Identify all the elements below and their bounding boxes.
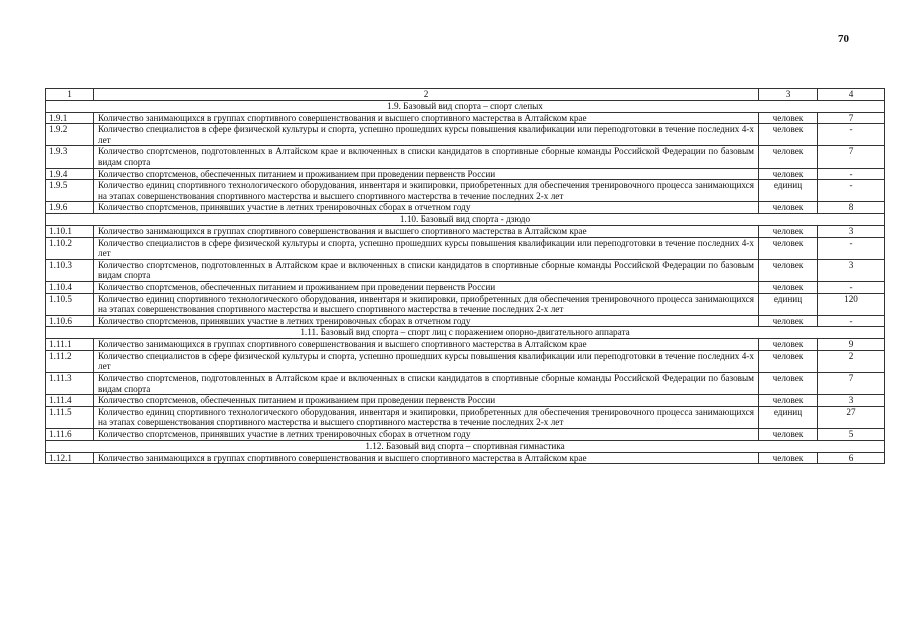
table-row	[46, 281, 885, 293]
indicator-description-cell: Количество единиц спортивного технологического оборудования, инвентаря и экипировки, приобретенных для обеспечения тренировочного процесса занимающихся на этапах совершенствования спортивного мастерства и высшего спортивного мастерства в течение последних 2-х лет	[94, 293, 759, 315]
unit-cell: единиц	[759, 406, 818, 428]
table-row	[46, 315, 885, 327]
indicator-description-cell: Количество специалистов в сфере физической культуры и спорта, успешно прошедших курсы повышения квалификации или переподготовки в течение последних 4-х лет	[94, 124, 759, 146]
unit-cell: единиц	[759, 293, 818, 315]
table-row	[46, 350, 885, 372]
unit-cell: человек	[759, 259, 818, 281]
value-cell: -	[818, 237, 885, 259]
table-row	[46, 339, 885, 351]
column-number-cell: 4	[818, 89, 885, 101]
value-cell: 7	[818, 146, 885, 168]
section-title: 1.10. Базовый вид спорта - дзюдо	[46, 213, 885, 225]
row-number-cell: 1.12.1	[46, 452, 94, 464]
indicator-description-cell: Количество специалистов в сфере физической культуры и спорта, успешно прошедших курсы повышения квалификации или переподготовки в течение последних 4-х лет	[94, 350, 759, 372]
unit-cell: человек	[759, 146, 818, 168]
row-number-cell: 1.9.5	[46, 180, 94, 202]
value-cell: 8	[818, 202, 885, 214]
row-number-cell: 1.11.3	[46, 373, 94, 395]
section-title: 1.9. Базовый вид спорта – спорт слепых	[46, 100, 885, 112]
indicator-description-cell: Количество занимающихся в группах спортивного совершенствования и высшего спортивного мастерства в Алтайском крае	[94, 339, 759, 351]
section-header-row	[46, 213, 885, 225]
unit-cell: человек	[759, 350, 818, 372]
table-row	[46, 293, 885, 315]
table-row	[46, 395, 885, 407]
table-row	[46, 180, 885, 202]
column-number-row	[46, 89, 885, 101]
unit-cell: человек	[759, 315, 818, 327]
table-row	[46, 259, 885, 281]
indicators-table	[45, 88, 885, 464]
page-number: 70	[838, 33, 849, 45]
section-title: 1.12. Базовый вид спорта – спортивная гимнастика	[46, 440, 885, 452]
indicator-description-cell: Количество спортсменов, принявших участие в летних тренировочных сборах в отчетном году	[94, 429, 759, 441]
value-cell: 120	[818, 293, 885, 315]
table-row	[46, 168, 885, 180]
row-number-cell: 1.10.4	[46, 281, 94, 293]
indicator-description-cell: Количество спортсменов, принявших участие в летних тренировочных сборах в отчетном году	[94, 202, 759, 214]
value-cell: 3	[818, 225, 885, 237]
unit-cell: единиц	[759, 180, 818, 202]
value-cell: 27	[818, 406, 885, 428]
row-number-cell: 1.11.4	[46, 395, 94, 407]
row-number-cell: 1.11.5	[46, 406, 94, 428]
row-number-cell: 1.11.2	[46, 350, 94, 372]
table-row	[46, 406, 885, 428]
row-number-cell: 1.10.6	[46, 315, 94, 327]
row-number-cell: 1.10.2	[46, 237, 94, 259]
row-number-cell: 1.9.2	[46, 124, 94, 146]
unit-cell: человек	[759, 124, 818, 146]
table-row	[46, 124, 885, 146]
unit-cell: человек	[759, 202, 818, 214]
column-number-cell: 1	[46, 89, 94, 101]
indicator-description-cell: Количество специалистов в сфере физической культуры и спорта, успешно прошедших курсы повышения квалификации или переподготовки в течение последних 4-х лет	[94, 237, 759, 259]
row-number-cell: 1.10.1	[46, 225, 94, 237]
indicator-description-cell: Количество спортсменов, подготовленных в Алтайском крае и включенных в списки кандидатов в спортивные сборные команды Российской Федерации по базовым видам спорта	[94, 146, 759, 168]
value-cell: 9	[818, 339, 885, 351]
unit-cell: человек	[759, 395, 818, 407]
value-cell: 6	[818, 452, 885, 464]
row-number-cell: 1.10.5	[46, 293, 94, 315]
row-number-cell: 1.11.1	[46, 339, 94, 351]
unit-cell: человек	[759, 225, 818, 237]
table-row	[46, 146, 885, 168]
section-header-row	[46, 440, 885, 452]
value-cell: 3	[818, 259, 885, 281]
indicator-description-cell: Количество спортсменов, принявших участие в летних тренировочных сборах в отчетном году	[94, 315, 759, 327]
value-cell: -	[818, 315, 885, 327]
column-number-cell: 3	[759, 89, 818, 101]
section-header-row	[46, 327, 885, 339]
table-row	[46, 452, 885, 464]
indicator-description-cell: Количество занимающихся в группах спортивного совершенствования и высшего спортивного мастерства в Алтайском крае	[94, 225, 759, 237]
value-cell: -	[818, 124, 885, 146]
indicator-description-cell: Количество спортсменов, обеспеченных питанием и проживанием при проведении первенств России	[94, 281, 759, 293]
value-cell: 3	[818, 395, 885, 407]
table-row	[46, 429, 885, 441]
table-row	[46, 373, 885, 395]
indicator-description-cell: Количество спортсменов, обеспеченных питанием и проживанием при проведении первенств России	[94, 395, 759, 407]
value-cell: 5	[818, 429, 885, 441]
table-row	[46, 112, 885, 124]
indicator-description-cell: Количество занимающихся в группах спортивного совершенствования и высшего спортивного мастерства в Алтайском крае	[94, 112, 759, 124]
value-cell: 7	[818, 373, 885, 395]
row-number-cell: 1.9.1	[46, 112, 94, 124]
section-header-row	[46, 100, 885, 112]
table-row	[46, 237, 885, 259]
value-cell: 2	[818, 350, 885, 372]
value-cell: 7	[818, 112, 885, 124]
indicators-table-body	[46, 89, 885, 464]
indicator-description-cell: Количество спортсменов, подготовленных в Алтайском крае и включенных в списки кандидатов в спортивные сборные команды Российской Федерации по базовым видам спорта	[94, 259, 759, 281]
value-cell: -	[818, 168, 885, 180]
section-title: 1.11. Базовый вид спорта – спорт лиц с поражением опорно-двигательного аппарата	[46, 327, 885, 339]
row-number-cell: 1.9.3	[46, 146, 94, 168]
indicator-description-cell: Количество единиц спортивного технологического оборудования, инвентаря и экипировки, приобретенных для обеспечения тренировочного процесса занимающихся на этапах совершенствования спортивного мастерства и высшего спортивного мастерства в течение последних 2-х лет	[94, 406, 759, 428]
unit-cell: человек	[759, 339, 818, 351]
unit-cell: человек	[759, 112, 818, 124]
row-number-cell: 1.9.4	[46, 168, 94, 180]
indicator-description-cell: Количество занимающихся в группах спортивного совершенствования и высшего спортивного мастерства в Алтайском крае	[94, 452, 759, 464]
value-cell: -	[818, 180, 885, 202]
table-row	[46, 202, 885, 214]
unit-cell: человек	[759, 281, 818, 293]
unit-cell: человек	[759, 429, 818, 441]
row-number-cell: 1.11.6	[46, 429, 94, 441]
unit-cell: человек	[759, 452, 818, 464]
indicator-description-cell: Количество спортсменов, обеспеченных питанием и проживанием при проведении первенств России	[94, 168, 759, 180]
unit-cell: человек	[759, 168, 818, 180]
column-number-cell: 2	[94, 89, 759, 101]
indicator-description-cell: Количество спортсменов, подготовленных в Алтайском крае и включенных в списки кандидатов в спортивные сборные команды Российской Федерации по базовым видам спорта	[94, 373, 759, 395]
table-row	[46, 225, 885, 237]
row-number-cell: 1.9.6	[46, 202, 94, 214]
unit-cell: человек	[759, 237, 818, 259]
row-number-cell: 1.10.3	[46, 259, 94, 281]
unit-cell: человек	[759, 373, 818, 395]
indicator-description-cell: Количество единиц спортивного технологического оборудования, инвентаря и экипировки, приобретенных для обеспечения тренировочного процесса занимающихся на этапах совершенствования спортивного мастерства и высшего спортивного мастерства в течение последних 2-х лет	[94, 180, 759, 202]
value-cell: -	[818, 281, 885, 293]
